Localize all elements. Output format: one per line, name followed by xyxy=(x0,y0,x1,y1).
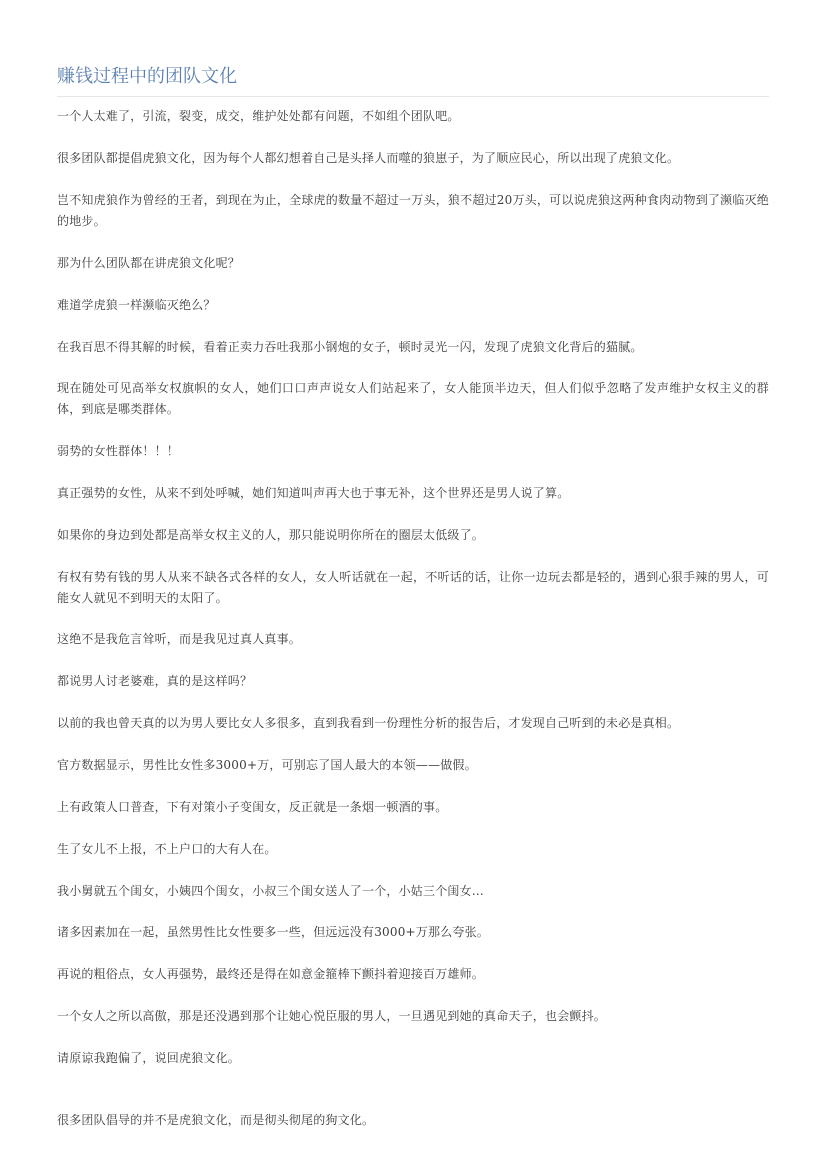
paragraph: 在我百思不得其解的时候，看着正卖力吞吐我那小钢炮的女子，顿时灵光一闪，发现了虎狼文化背后的猫腻。 xyxy=(57,340,643,354)
paragraph: 请原谅我跑偏了，说回虎狼文化。 xyxy=(57,1051,241,1065)
paragraph: 如果你的身边到处都是高举女权主义的人，那只能说明你所在的圈层太低级了。 xyxy=(57,528,485,542)
paragraph: 很多团队倡导的并不是虎狼文化，而是彻头彻尾的狗文化。 xyxy=(57,1113,375,1127)
paragraph: 诸多因素加在一起，虽然男性比女性要多一些，但远远没有3000+万那么夸张。 xyxy=(57,925,489,939)
paragraph: 一个女人之所以高傲，那是还没遇到那个让她心悦臣服的男人，一旦遇见到她的真命天子，也会颤抖。 xyxy=(57,1009,607,1023)
paragraph: 以前的我也曾天真的以为男人要比女人多很多，直到我看到一份理性分析的报告后，才发现自己听到的未必是真相。 xyxy=(57,716,680,730)
title-divider xyxy=(57,96,769,97)
paragraph: 官方数据显示，男性比女性多3000+万，可别忘了国人最大的本领——做假。 xyxy=(57,758,477,772)
paragraph: 再说的粗俗点，女人再强势，最终还是得在如意金箍棒下颤抖着迎接百万雄师。 xyxy=(57,967,485,981)
paragraph: 都说男人讨老婆难，真的是这样吗？ xyxy=(57,674,253,688)
paragraph: 有权有势有钱的男人从来不缺各式各样的女人，女人听话就在一起，不听话的话，让你一边玩去都是轻的，遇到心狠手辣的男人，可能女人就见不到明天的太阳了。 xyxy=(57,570,769,605)
article xyxy=(57,0,769,1127)
paragraph: 难道学虎狼一样濒临灭绝么？ xyxy=(57,298,216,312)
article-title: 赚钱过程中的团队文化 xyxy=(57,66,237,87)
paragraph: 那为什么团队都在讲虎狼文化呢？ xyxy=(57,256,241,270)
paragraph: 弱势的女性群体！！！ xyxy=(57,444,180,458)
paragraph: 岂不知虎狼作为曾经的王者，到现在为止，全球虎的数量不超过一万头，狼不超过20万头，可以说虎狼这两种食肉动物到了濒临灭绝的地步。 xyxy=(57,193,769,228)
paragraph: 真正强势的女性，从来不到处呼喊，她们知道叫声再大也于事无补，这个世界还是男人说了算。 xyxy=(57,486,570,500)
paragraph: 我小舅就五个闺女，小姨四个闺女，小叔三个闺女送人了一个，小姑三个闺女… xyxy=(57,884,485,898)
paragraph: 一个人太难了，引流，裂变，成交，维护处处都有问题，不如组个团队吧。 xyxy=(57,109,460,123)
paragraph: 生了女儿不上报，不上户口的大有人在。 xyxy=(57,842,277,856)
paragraph: 这绝不是我危言耸听，而是我见过真人真事。 xyxy=(57,632,302,646)
paragraph: 上有政策人口普查，下有对策小子变闺女，反正就是一条烟一顿酒的事。 xyxy=(57,800,448,814)
paragraph: 现在随处可见高举女权旗帜的女人，她们口口声声说女人们站起来了，女人能顶半边天，但人们似乎忽略了发声维护女权主义的群体，到底是哪类群体。 xyxy=(57,381,769,416)
paragraph: 很多团队都提倡虎狼文化，因为每个人都幻想着自己是头择人而噬的狼崽子，为了顺应民心，所以出现了虎狼文化。 xyxy=(57,151,680,165)
